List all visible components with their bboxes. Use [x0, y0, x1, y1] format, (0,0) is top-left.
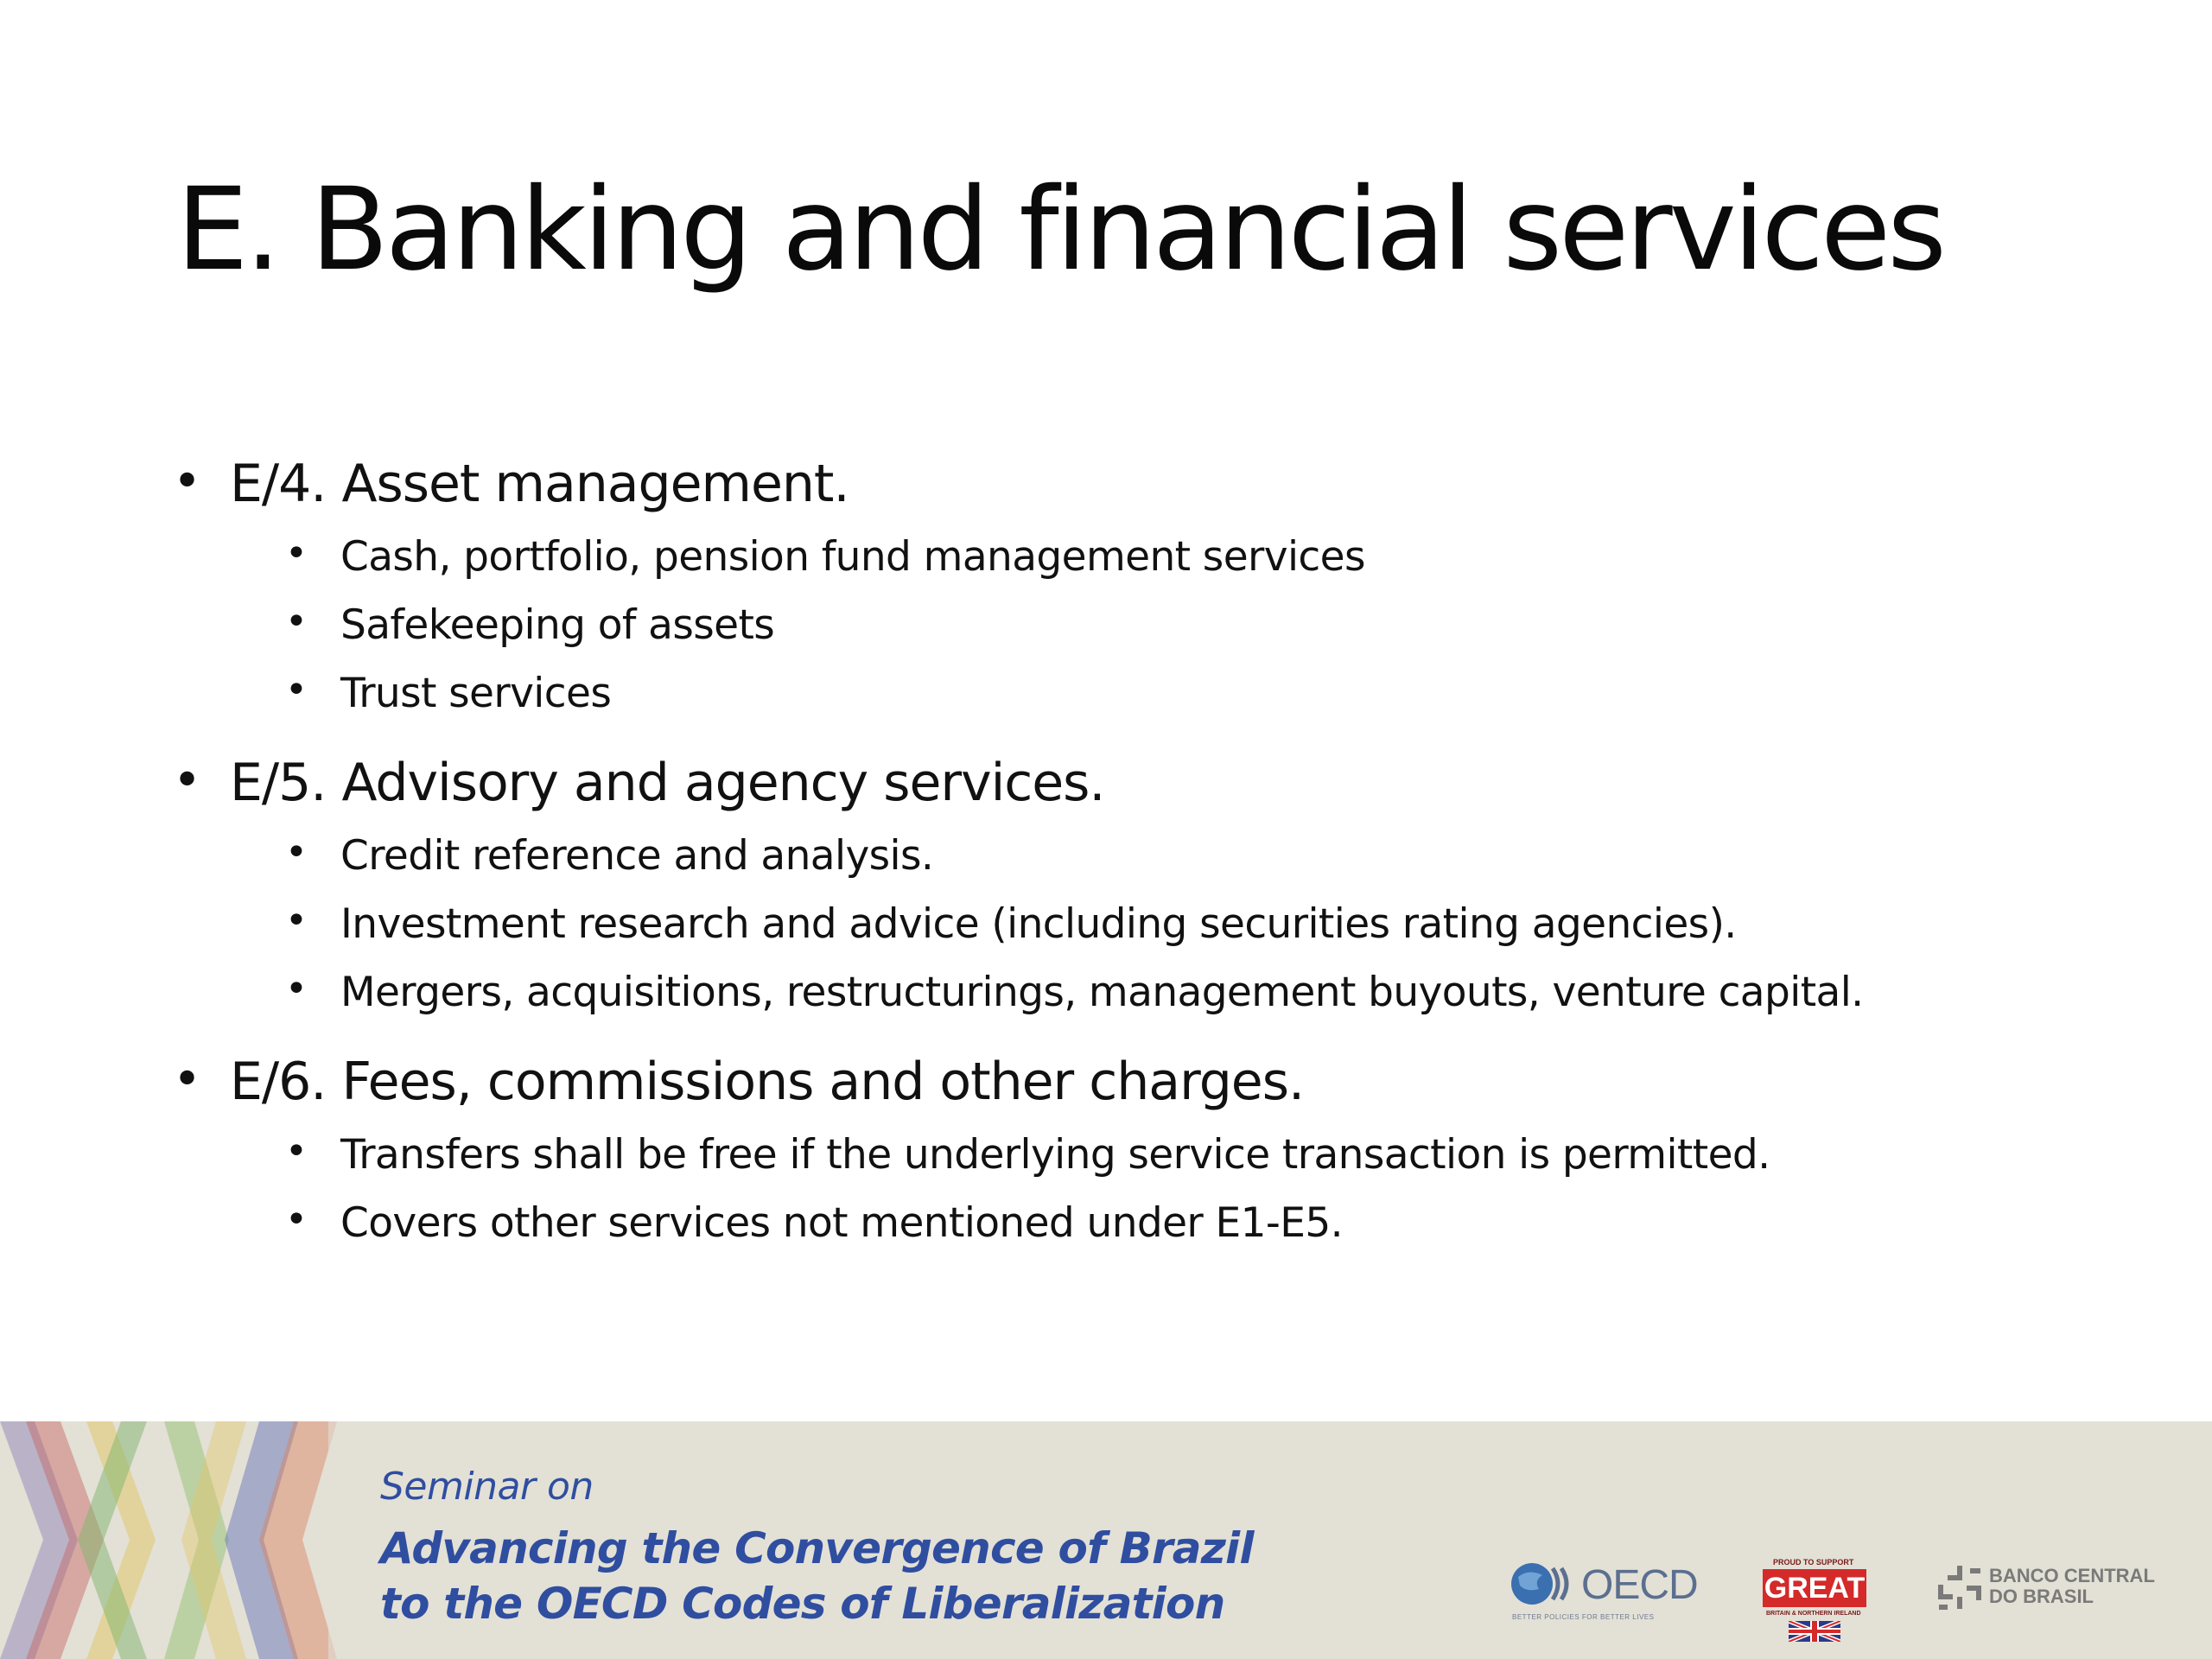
- list-item-text: Trust services: [340, 670, 612, 717]
- bullet-icon: •: [285, 1198, 308, 1242]
- footer-banner: [0, 1421, 2212, 1659]
- list-item: [173, 600, 2108, 649]
- great-logo: [1761, 1558, 1868, 1644]
- bullet-icon: •: [285, 531, 308, 575]
- section-heading-text: E/6. Fees, commissions and other charges.: [230, 1052, 1305, 1112]
- list-item-text: Transfers shall be free if the underlying service transaction is permitted.: [340, 1131, 1770, 1179]
- great-name: GREAT: [1763, 1569, 1866, 1607]
- list-item: [173, 1129, 2108, 1179]
- bullet-icon: •: [285, 600, 308, 644]
- seminar-label: Seminar on: [380, 1465, 594, 1509]
- list-item: [173, 1198, 2108, 1247]
- oecd-tagline: BETTER POLICIES FOR BETTER LIVES: [1512, 1613, 1655, 1621]
- list-item-text: Covers other services not mentioned under E1-E5.: [340, 1199, 1343, 1247]
- list-item: [173, 899, 2108, 948]
- bullet-icon: •: [285, 1129, 308, 1173]
- list-item-text: Mergers, acquisitions, restructurings, management buyouts, venture capital.: [340, 969, 1864, 1016]
- oecd-globe-icon: [1508, 1560, 1577, 1611]
- bullet-icon: •: [285, 668, 308, 712]
- bullet-icon: •: [285, 967, 308, 1011]
- list-item: [173, 967, 2108, 1016]
- section-heading: [173, 1052, 2108, 1112]
- bullet-icon: •: [285, 830, 308, 874]
- bcb-line2: DO BRASIL: [1989, 1586, 2094, 1607]
- list-item: [173, 668, 2108, 717]
- bullet-icon: •: [173, 753, 201, 809]
- list-item-text: Safekeeping of assets: [340, 601, 775, 649]
- list-item: [173, 830, 2108, 880]
- list-item-text: Investment research and advice (including securities rating agencies).: [340, 900, 1737, 948]
- oecd-name: OECD: [1581, 1562, 1698, 1608]
- section-heading: [173, 454, 2108, 514]
- section-heading-text: E/5. Advisory and agency services.: [230, 753, 1105, 813]
- seminar-title-line1: Advancing the Convergence of Brazil: [380, 1523, 1254, 1573]
- list-item-text: Credit reference and analysis.: [340, 832, 934, 880]
- great-topline: PROUD TO SUPPORT: [1773, 1558, 1854, 1567]
- slide-content: [173, 441, 2108, 1247]
- list-item: [173, 531, 2108, 581]
- bullet-icon: •: [285, 899, 308, 943]
- union-flag-icon: [1789, 1621, 1840, 1642]
- bcb-line1: BANCO CENTRAL: [1989, 1565, 2155, 1586]
- bcb-emblem-icon: [1936, 1562, 1984, 1614]
- bullet-icon: •: [173, 454, 201, 510]
- seminar-title-line2: to the OECD Codes of Liberalization: [380, 1579, 1225, 1629]
- bcb-logo: [1936, 1562, 2160, 1623]
- section-heading-text: E/4. Asset management.: [230, 454, 849, 514]
- slide-title: E. Banking and financial services: [176, 163, 1943, 296]
- ribbon-decoration-icon: [0, 1421, 346, 1659]
- oecd-logo: [1508, 1560, 1698, 1629]
- section-heading: [173, 753, 2108, 813]
- list-item-text: Cash, portfolio, pension fund management services: [340, 533, 1365, 581]
- great-subline: BRITAIN & NORTHERN IRELAND: [1766, 1611, 1861, 1617]
- bullet-icon: •: [173, 1052, 201, 1108]
- bcb-name: [1989, 1566, 2155, 1607]
